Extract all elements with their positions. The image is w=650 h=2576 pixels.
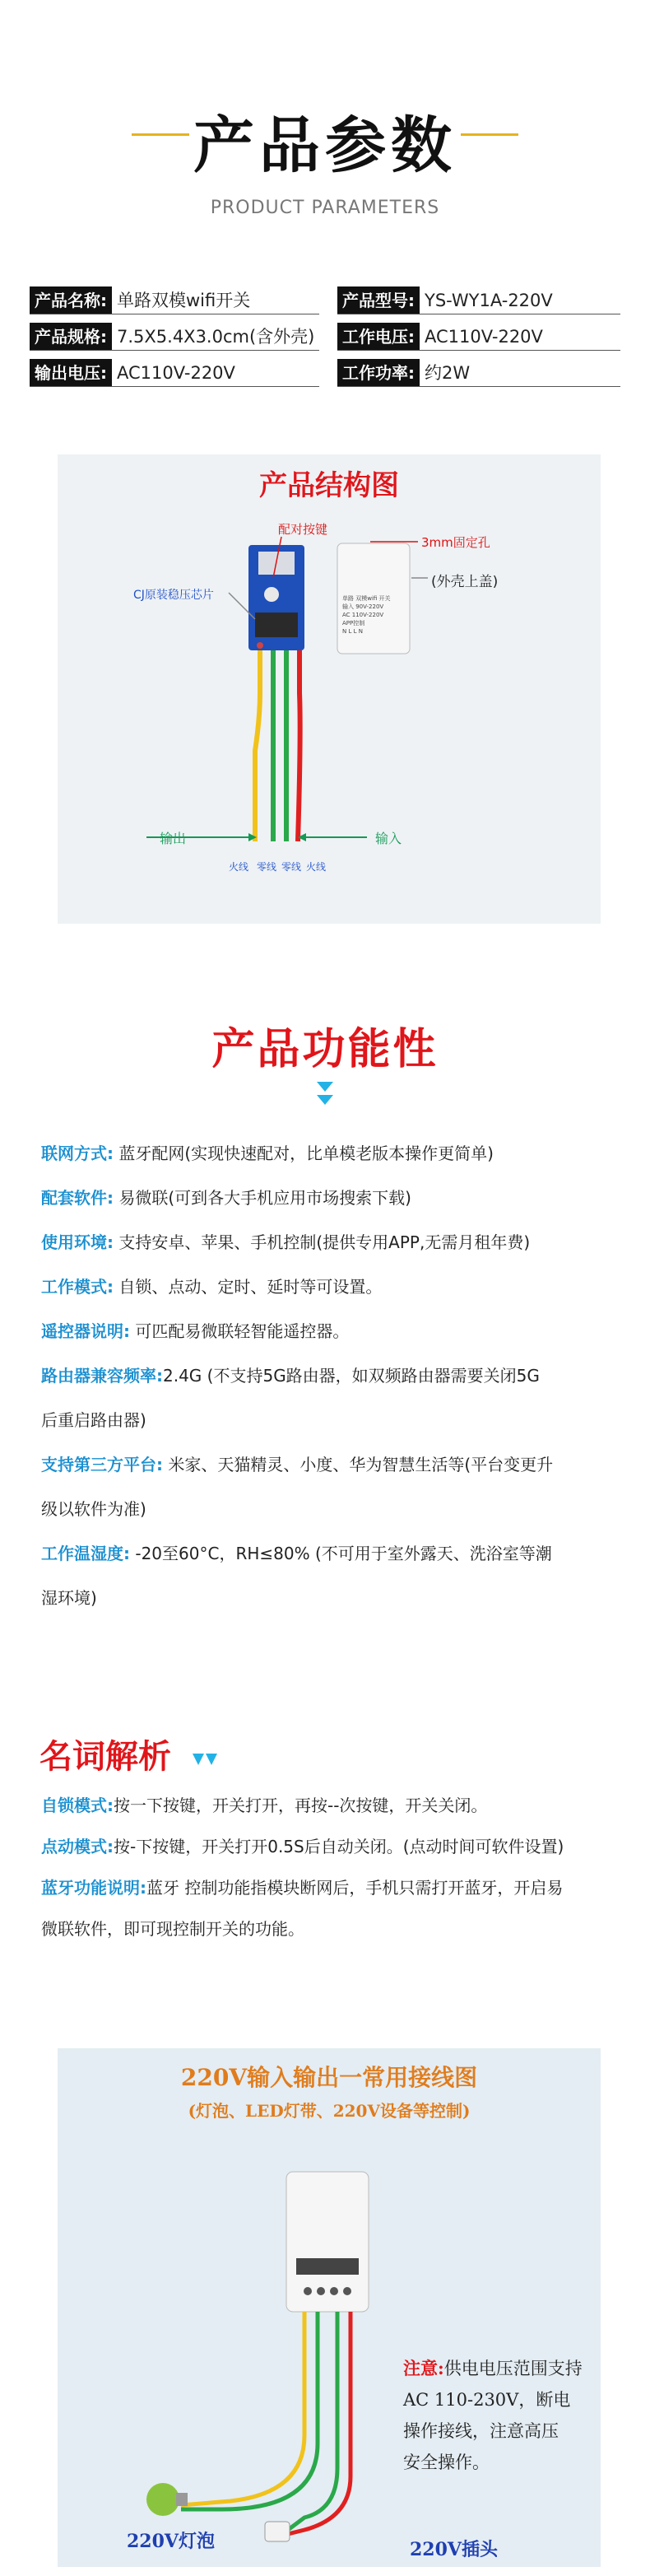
wire-label: 火线 [229, 861, 249, 873]
param-row [30, 323, 620, 359]
feature-item: 工作模式: 自锁、点动、定时、延时等可设置。 [41, 1277, 383, 1297]
wire-label: 零线 [281, 861, 302, 873]
wire-label: 零线 [257, 861, 277, 873]
header-divider-right [461, 133, 518, 136]
feature-item: 遥控器说明: 可匹配易微联轻智能遥控器。 [41, 1321, 350, 1341]
term-item: 蓝牙功能说明:蓝牙 控制功能指模块断网后，手机只需打开蓝牙，开启易 微联软件，即可现控制开关的功能。 [41, 1878, 564, 1939]
mount-hole-label: 3mm固定孔 [421, 535, 490, 550]
param-label: 产品型号: [337, 286, 420, 314]
wiring-diagram [58, 2048, 601, 2567]
module-shape [286, 2172, 369, 2312]
param-value: YS-WY1A-220V [425, 291, 553, 310]
bulb-label: 220V灯泡 [127, 2531, 215, 2552]
wire-red [298, 650, 300, 841]
param-label: 产品规格: [30, 323, 112, 350]
feature-item: 联网方式: 蓝牙配网(实现快速配对，比单模老版本操作更简单) [41, 1144, 494, 1163]
structure-title: 产品结构图 [259, 469, 399, 502]
input-label: 输入 [375, 831, 402, 846]
param-value: 约2W [425, 363, 471, 383]
terminal-block [296, 2258, 359, 2275]
param-value: 7.5X5.4X3.0cm(含外壳) [117, 327, 315, 347]
structure-illustration [58, 454, 601, 924]
param-row [30, 286, 620, 323]
pair-button-shape [264, 587, 279, 602]
param-cell [337, 323, 620, 351]
param-cell [337, 359, 620, 387]
relay-shape [255, 613, 298, 637]
feature-item: 支持第三方平台: 米家、天猫精灵、小度、华为智慧生活等(平台变更升 级以软件为准) [41, 1455, 554, 1519]
module-print: 单路 双模wifi 开关 输入 90V-220V AC 110V-220V APP控制 N L L N [342, 595, 391, 635]
shell-label: (外壳上盖) [431, 574, 499, 590]
output-label: 输出 [160, 831, 187, 846]
terms-title: 名词解析 [39, 1738, 171, 1776]
param-value: AC110V-220V [425, 327, 543, 347]
chip-label: CJ原装稳压芯片 [133, 589, 214, 602]
chip-shape [257, 642, 263, 649]
term-item: 点动模式:按-下按键，开关打开0.5S后自动关闭。(点动时间可软件设置) [41, 1837, 564, 1856]
param-cell [30, 359, 319, 387]
param-cell [337, 286, 620, 314]
param-label: 输出电压: [30, 359, 112, 386]
page-subtitle: PRODUCT PARAMETERS [210, 198, 440, 218]
param-label: 产品名称: [30, 286, 112, 314]
wiring-note: 注意:供电电压范围支持 AC 110-230V，断电 操作接线，注意高压 安全操作。 [403, 2358, 583, 2472]
feature-item: 路由器兼容频率:2.4G (不支持5G路由器，如双频路由器需要关闭5G 后重启路由器) [41, 1366, 540, 1430]
term-item: 自锁模式:按一下按键，开关打开，再按--次按键，开关关闭。 [41, 1796, 488, 1815]
feature-item: 配套软件: 易微联(可到各大手机应用市场搜索下载) [41, 1188, 411, 1208]
param-row [30, 359, 620, 395]
double-chevron-down-icon [315, 1080, 335, 1108]
plug-label: 220V插头 [410, 2539, 498, 2560]
structure-diagram [58, 454, 601, 924]
terms-list [41, 1785, 617, 1949]
wiring-subtitle: (灯泡、LED灯带、220V设备等控制) [188, 2101, 471, 2121]
param-label: 工作电压: [337, 323, 420, 350]
features-title: 产品功能性 [211, 1025, 439, 1074]
param-value: AC110V-220V [117, 363, 235, 383]
param-value: 单路双模wifi开关 [117, 291, 251, 310]
header [0, 0, 650, 247]
double-chevron-down-icon [191, 1752, 221, 1768]
wire-label: 火线 [306, 861, 327, 873]
wire-yellow [255, 650, 260, 841]
wiring-illustration [58, 2048, 601, 2567]
features-list [41, 1131, 617, 1620]
page-title: 产品参数 [193, 110, 457, 181]
param-cell [30, 286, 319, 314]
param-label: 工作功率: [337, 359, 420, 386]
feature-item: 使用环境: 支持安卓、苹果、手机控制(提供专用APP,无需月租年费) [41, 1232, 531, 1252]
bulb-shape [146, 2483, 179, 2516]
wiring-title: 220V输入输出一常用接线图 [180, 2064, 478, 2091]
param-cell [30, 323, 319, 351]
plug-shape [265, 2522, 290, 2541]
pair-button-label: 配对按键 [278, 522, 328, 537]
feature-item: 工作温湿度: -20至60°C，RH≤80% (不可用于室外露天、洗浴室等潮 湿环境) [41, 1544, 552, 1608]
